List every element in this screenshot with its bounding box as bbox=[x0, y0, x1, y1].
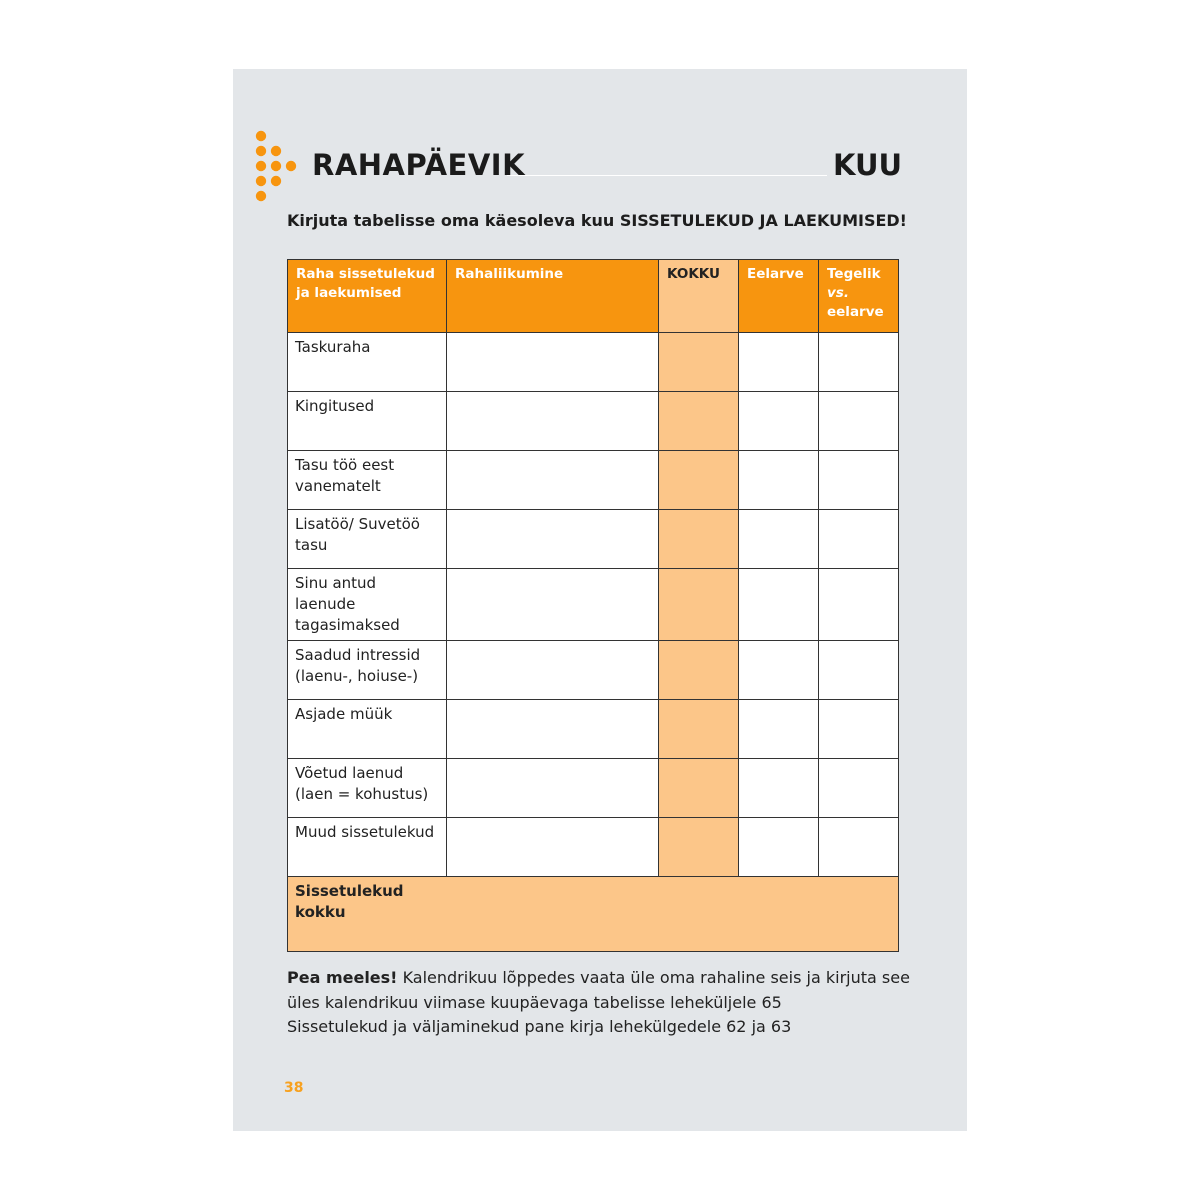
column-header-total: KOKKU bbox=[659, 260, 739, 333]
row-label: Saadud intressid (laenu-, hoiuse-) bbox=[288, 641, 447, 700]
total-cell[interactable] bbox=[659, 510, 739, 569]
column-header-actual-vs-budget bbox=[819, 260, 899, 333]
note-emphasis: Pea meeles! bbox=[287, 968, 398, 987]
column-header-income-source: Raha sissetulekud ja laekumised bbox=[288, 260, 447, 333]
actual-vs-budget-cell[interactable] bbox=[819, 510, 899, 569]
row-label: Taskuraha bbox=[288, 333, 447, 392]
actual-vs-budget-cell[interactable] bbox=[819, 451, 899, 510]
total-cell[interactable] bbox=[659, 569, 739, 641]
budget-cell[interactable] bbox=[739, 641, 819, 700]
row-label: Võetud laenud (laen = kohustus) bbox=[288, 759, 447, 818]
total-cell[interactable] bbox=[659, 759, 739, 818]
actual-vs-budget-cell[interactable] bbox=[819, 818, 899, 877]
header-text: eelarve bbox=[827, 304, 884, 320]
total-cell[interactable] bbox=[659, 451, 739, 510]
budget-cell[interactable] bbox=[739, 333, 819, 392]
actual-vs-budget-cell[interactable] bbox=[819, 700, 899, 759]
money-flow-cell[interactable] bbox=[447, 641, 659, 700]
money-flow-cell[interactable] bbox=[447, 569, 659, 641]
actual-vs-budget-cell[interactable] bbox=[819, 569, 899, 641]
column-header-money-flow: Rahaliikumine bbox=[447, 260, 659, 333]
actual-vs-budget-cell[interactable] bbox=[819, 641, 899, 700]
money-flow-cell[interactable] bbox=[447, 451, 659, 510]
budget-cell[interactable] bbox=[739, 569, 819, 641]
page-title: RAHAPÄEVIK bbox=[312, 148, 526, 182]
orange-dot-arrow-icon bbox=[251, 130, 301, 206]
total-cell[interactable] bbox=[659, 333, 739, 392]
total-cell[interactable] bbox=[659, 818, 739, 877]
note-line-1 bbox=[287, 966, 910, 991]
table-row bbox=[288, 700, 899, 759]
row-label: Sinu antud laenude tagasimaksed bbox=[288, 569, 447, 641]
total-income-cell[interactable] bbox=[288, 877, 899, 952]
budget-cell[interactable] bbox=[739, 759, 819, 818]
header-text: Tegelik bbox=[827, 266, 881, 282]
actual-vs-budget-cell[interactable] bbox=[819, 759, 899, 818]
table-row bbox=[288, 392, 899, 451]
month-label: KUU bbox=[833, 148, 903, 182]
money-flow-cell[interactable] bbox=[447, 510, 659, 569]
note-line-2: üles kalendrikuu viimase kuupäevaga tabelisse leheküljele 65 bbox=[287, 992, 782, 1012]
money-flow-cell[interactable] bbox=[447, 392, 659, 451]
table-row bbox=[288, 759, 899, 818]
money-flow-cell[interactable] bbox=[447, 333, 659, 392]
income-table bbox=[287, 259, 899, 952]
budget-cell[interactable] bbox=[739, 392, 819, 451]
budget-cell[interactable] bbox=[739, 510, 819, 569]
table-row bbox=[288, 451, 899, 510]
budget-cell[interactable] bbox=[739, 700, 819, 759]
money-flow-cell[interactable] bbox=[447, 759, 659, 818]
workbook-page bbox=[233, 69, 967, 1131]
row-label: Tasu töö eest vanematelt bbox=[288, 451, 447, 510]
total-cell[interactable] bbox=[659, 641, 739, 700]
note-text: Kalendrikuu lõppedes vaata üle oma rahaline seis ja kirjuta see bbox=[402, 968, 910, 987]
budget-cell[interactable] bbox=[739, 818, 819, 877]
table-row bbox=[288, 569, 899, 641]
note-line-3: Sissetulekud ja väljaminekud pane kirja lehekülgedele 62 ja 63 bbox=[287, 1017, 792, 1036]
money-flow-cell[interactable] bbox=[447, 818, 659, 877]
header-text-vs: vs. bbox=[827, 285, 849, 301]
month-fill-in-line bbox=[507, 175, 827, 176]
money-flow-cell[interactable] bbox=[447, 700, 659, 759]
actual-vs-budget-cell[interactable] bbox=[819, 392, 899, 451]
total-income-label: Sissetulekud kokku bbox=[295, 882, 404, 921]
table-row bbox=[288, 510, 899, 569]
instruction-text: Kirjuta tabelisse oma käesoleva kuu SISSETULEKUD JA LAEKUMISED! bbox=[287, 211, 907, 230]
actual-vs-budget-cell[interactable] bbox=[819, 333, 899, 392]
table-header-row bbox=[288, 260, 899, 333]
table-row bbox=[288, 333, 899, 392]
row-label: Muud sissetulekud bbox=[288, 818, 447, 877]
row-label: Asjade müük bbox=[288, 700, 447, 759]
column-header-budget: Eelarve bbox=[739, 260, 819, 333]
table-row bbox=[288, 818, 899, 877]
row-label: Lisatöö/ Suvetöö tasu bbox=[288, 510, 447, 569]
page-number: 38 bbox=[284, 1080, 304, 1096]
budget-cell[interactable] bbox=[739, 451, 819, 510]
table-row bbox=[288, 641, 899, 700]
total-cell[interactable] bbox=[659, 392, 739, 451]
total-row bbox=[288, 877, 899, 952]
reminder-note bbox=[287, 966, 910, 1040]
row-label: Kingitused bbox=[288, 392, 447, 451]
total-cell[interactable] bbox=[659, 700, 739, 759]
